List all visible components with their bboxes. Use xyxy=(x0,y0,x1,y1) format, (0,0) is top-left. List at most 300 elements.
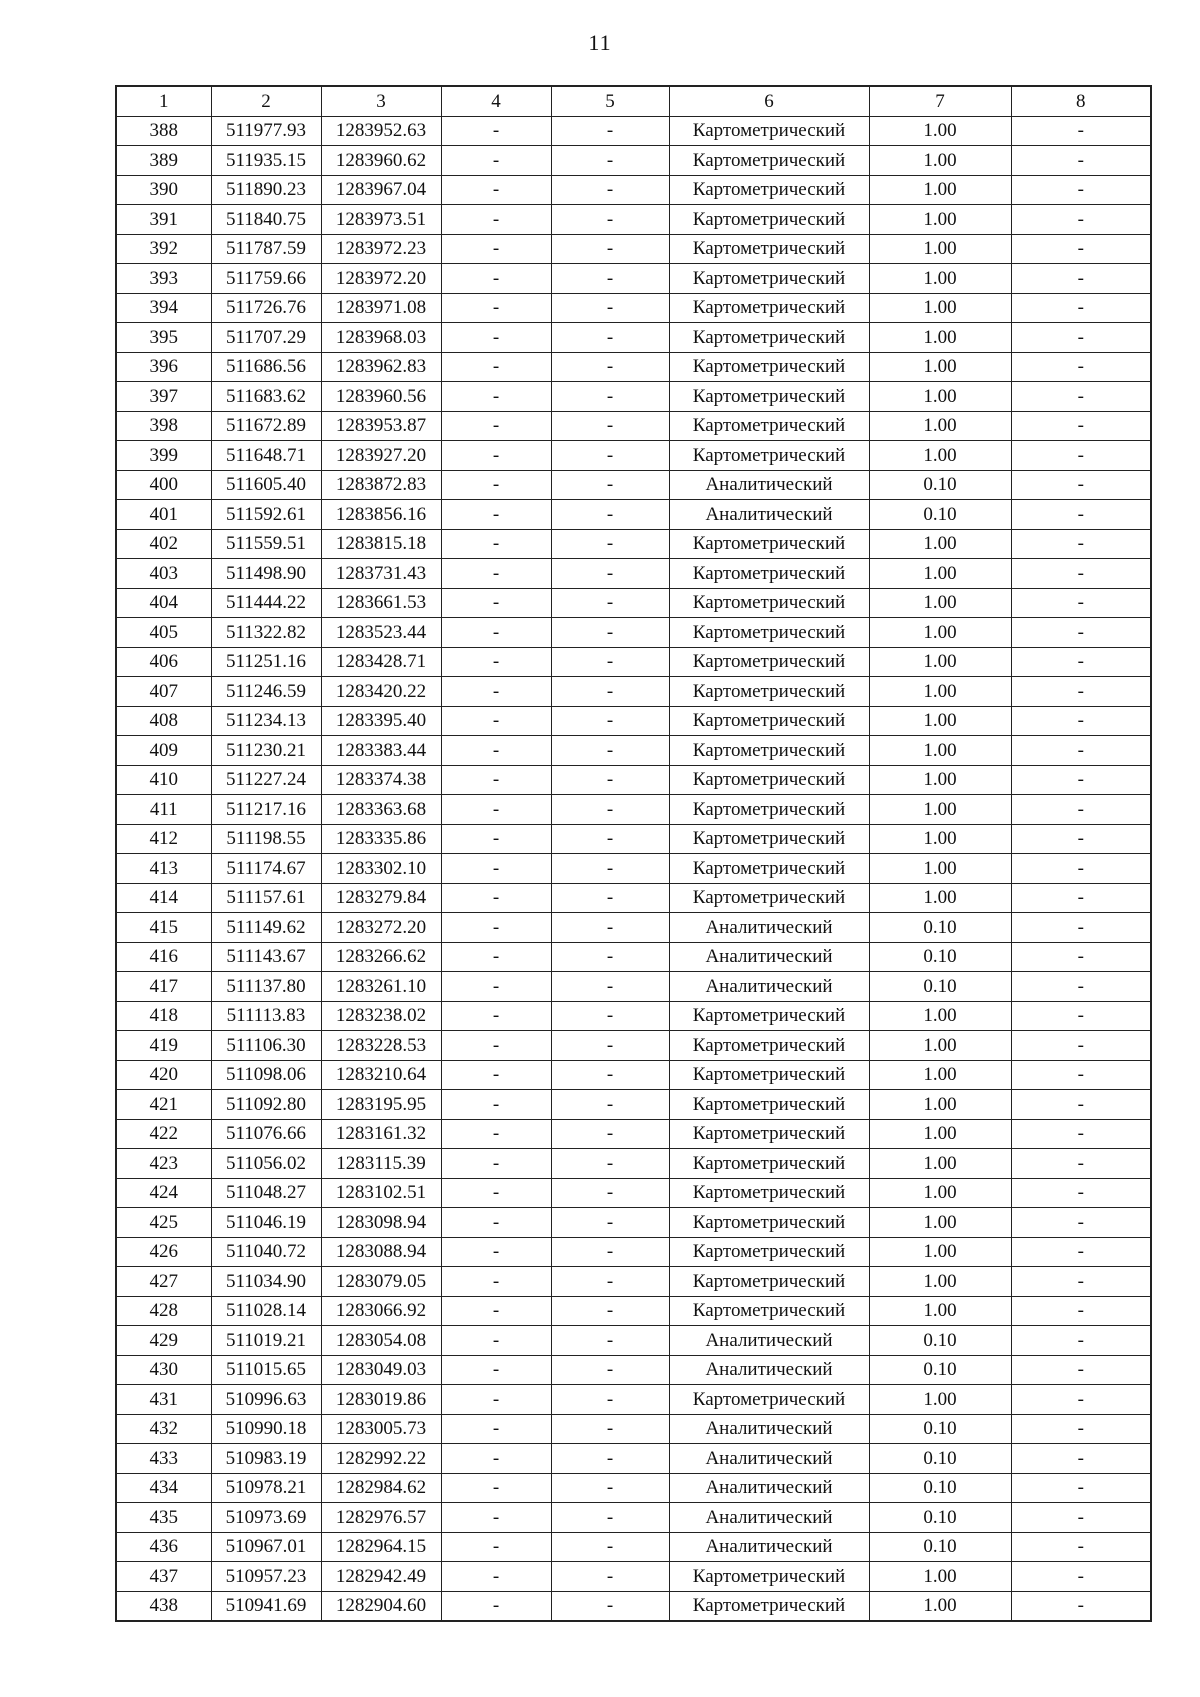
table-cell: 397 xyxy=(116,382,211,412)
table-cell: Картометрический xyxy=(669,618,869,648)
column-header: 8 xyxy=(1011,86,1151,116)
table-cell: - xyxy=(551,441,669,471)
table-cell: 1.00 xyxy=(869,441,1011,471)
table-cell: 425 xyxy=(116,1208,211,1238)
table-cell: 511683.62 xyxy=(211,382,321,412)
table-cell: 1.00 xyxy=(869,647,1011,677)
table-cell: - xyxy=(1011,1178,1151,1208)
table-cell: Картометрический xyxy=(669,529,869,559)
table-cell: 1.00 xyxy=(869,293,1011,323)
table-cell: Картометрический xyxy=(669,264,869,294)
table-cell: Картометрический xyxy=(669,647,869,677)
table-cell: 401 xyxy=(116,500,211,530)
table-cell: 511019.21 xyxy=(211,1326,321,1356)
table-cell: 511234.13 xyxy=(211,706,321,736)
table-cell: Картометрический xyxy=(669,559,869,589)
table-cell: - xyxy=(1011,529,1151,559)
table-cell: - xyxy=(551,706,669,736)
table-cell: - xyxy=(551,559,669,589)
table-row xyxy=(116,736,1151,766)
table-row xyxy=(116,116,1151,146)
table-cell: 1.00 xyxy=(869,1296,1011,1326)
table-cell: 431 xyxy=(116,1385,211,1415)
table-cell: 1.00 xyxy=(869,1208,1011,1238)
table-cell: 511106.30 xyxy=(211,1031,321,1061)
table-cell: 511977.93 xyxy=(211,116,321,146)
table-cell: 409 xyxy=(116,736,211,766)
table-cell: 410 xyxy=(116,765,211,795)
table-cell: 1283927.20 xyxy=(321,441,441,471)
table-row xyxy=(116,1503,1151,1533)
table-cell: - xyxy=(551,116,669,146)
table-cell: - xyxy=(441,1591,551,1621)
table-cell: 511149.62 xyxy=(211,913,321,943)
table-cell: Аналитический xyxy=(669,972,869,1002)
table-row xyxy=(116,588,1151,618)
column-header: 3 xyxy=(321,86,441,116)
table-cell: 411 xyxy=(116,795,211,825)
table-cell: 1283872.83 xyxy=(321,470,441,500)
table-cell: Картометрический xyxy=(669,234,869,264)
table-cell: - xyxy=(441,795,551,825)
table-cell: - xyxy=(441,175,551,205)
table-row xyxy=(116,913,1151,943)
table-cell: 1283731.43 xyxy=(321,559,441,589)
table-cell: Аналитический xyxy=(669,470,869,500)
table-cell: 437 xyxy=(116,1562,211,1592)
table-cell: - xyxy=(1011,1444,1151,1474)
table-cell: - xyxy=(1011,1355,1151,1385)
table-cell: - xyxy=(441,1562,551,1592)
table-cell: 511046.19 xyxy=(211,1208,321,1238)
table-cell: - xyxy=(1011,677,1151,707)
table-cell: 1283302.10 xyxy=(321,854,441,884)
table-cell: - xyxy=(1011,1149,1151,1179)
table-cell: - xyxy=(441,765,551,795)
table-cell: 392 xyxy=(116,234,211,264)
table-cell: 394 xyxy=(116,293,211,323)
table-cell: 418 xyxy=(116,1001,211,1031)
table-cell: 1282976.57 xyxy=(321,1503,441,1533)
table-row xyxy=(116,529,1151,559)
table-cell: Картометрический xyxy=(669,1591,869,1621)
table-row xyxy=(116,470,1151,500)
table-row xyxy=(116,1119,1151,1149)
table-cell: - xyxy=(1011,1119,1151,1149)
table-row xyxy=(116,264,1151,294)
table-cell: 511592.61 xyxy=(211,500,321,530)
table-cell: 0.10 xyxy=(869,913,1011,943)
table-cell: - xyxy=(551,205,669,235)
table-cell: 402 xyxy=(116,529,211,559)
table-cell: 0.10 xyxy=(869,942,1011,972)
table-cell: 1.00 xyxy=(869,588,1011,618)
table-cell: 1282942.49 xyxy=(321,1562,441,1592)
table-cell: - xyxy=(1011,588,1151,618)
table-cell: 510983.19 xyxy=(211,1444,321,1474)
table-body xyxy=(116,116,1151,1621)
table-cell: - xyxy=(441,1503,551,1533)
table-cell: Картометрический xyxy=(669,588,869,618)
table-cell: 1.00 xyxy=(869,234,1011,264)
table-cell: - xyxy=(1011,382,1151,412)
table-cell: - xyxy=(441,411,551,441)
table-row xyxy=(116,441,1151,471)
table-row xyxy=(116,1237,1151,1267)
table-cell: 0.10 xyxy=(869,1414,1011,1444)
table-cell: - xyxy=(551,1326,669,1356)
table-cell: - xyxy=(1011,795,1151,825)
table-cell: - xyxy=(551,1237,669,1267)
table-cell: Картометрический xyxy=(669,352,869,382)
table-cell: 400 xyxy=(116,470,211,500)
table-cell: 1283972.20 xyxy=(321,264,441,294)
table-row xyxy=(116,1001,1151,1031)
table-cell: 0.10 xyxy=(869,500,1011,530)
table-cell: - xyxy=(1011,470,1151,500)
table-row xyxy=(116,1267,1151,1297)
table-cell: - xyxy=(441,470,551,500)
table-cell: 511686.56 xyxy=(211,352,321,382)
table-cell: - xyxy=(551,854,669,884)
table-row xyxy=(116,618,1151,648)
table-cell: 1.00 xyxy=(869,116,1011,146)
table-cell: - xyxy=(551,795,669,825)
table-cell: 510957.23 xyxy=(211,1562,321,1592)
table-cell: - xyxy=(441,323,551,353)
table-cell: 1.00 xyxy=(869,1267,1011,1297)
table-cell: Картометрический xyxy=(669,1060,869,1090)
table-cell: - xyxy=(551,765,669,795)
table-cell: - xyxy=(441,1267,551,1297)
table-cell: 1.00 xyxy=(869,854,1011,884)
table-cell: 511726.76 xyxy=(211,293,321,323)
table-cell: - xyxy=(441,1296,551,1326)
table-cell: - xyxy=(441,647,551,677)
table-cell: - xyxy=(1011,146,1151,176)
table-row xyxy=(116,972,1151,1002)
table-cell: Аналитический xyxy=(669,913,869,943)
table-cell: - xyxy=(1011,175,1151,205)
table-cell: - xyxy=(1011,323,1151,353)
table-cell: 1.00 xyxy=(869,1060,1011,1090)
table-cell: - xyxy=(551,1296,669,1326)
table-cell: - xyxy=(441,883,551,913)
table-cell: 1283420.22 xyxy=(321,677,441,707)
table-cell: 416 xyxy=(116,942,211,972)
table-cell: - xyxy=(441,1178,551,1208)
table-cell: 1283395.40 xyxy=(321,706,441,736)
table-cell: - xyxy=(441,1385,551,1415)
table-cell: - xyxy=(1011,1385,1151,1415)
table-cell: - xyxy=(1011,647,1151,677)
table-cell: 417 xyxy=(116,972,211,1002)
table-row xyxy=(116,1532,1151,1562)
table-cell: 406 xyxy=(116,647,211,677)
table-row xyxy=(116,146,1151,176)
table-cell: 1.00 xyxy=(869,411,1011,441)
table-cell: 1283856.16 xyxy=(321,500,441,530)
table-cell: 405 xyxy=(116,618,211,648)
table-cell: Картометрический xyxy=(669,1149,869,1179)
table-cell: 429 xyxy=(116,1326,211,1356)
table-row xyxy=(116,1296,1151,1326)
table-cell: 510973.69 xyxy=(211,1503,321,1533)
table-cell: 1282992.22 xyxy=(321,1444,441,1474)
table-cell: - xyxy=(1011,1503,1151,1533)
table-cell: 1.00 xyxy=(869,1149,1011,1179)
table-cell: - xyxy=(551,972,669,1002)
table-cell: Картометрический xyxy=(669,795,869,825)
table-row xyxy=(116,854,1151,884)
table-row xyxy=(116,352,1151,382)
table-cell: - xyxy=(1011,824,1151,854)
table-cell: 510941.69 xyxy=(211,1591,321,1621)
table-cell: 1283272.20 xyxy=(321,913,441,943)
table-cell: 511092.80 xyxy=(211,1090,321,1120)
table-cell: 419 xyxy=(116,1031,211,1061)
table-cell: 1.00 xyxy=(869,1031,1011,1061)
table-cell: Картометрический xyxy=(669,854,869,884)
table-cell: - xyxy=(441,264,551,294)
table-cell: - xyxy=(441,352,551,382)
table-row xyxy=(116,205,1151,235)
table-cell: - xyxy=(551,352,669,382)
table-row xyxy=(116,1326,1151,1356)
table-cell: 1.00 xyxy=(869,352,1011,382)
table-cell: 1.00 xyxy=(869,205,1011,235)
table-cell: 510996.63 xyxy=(211,1385,321,1415)
table-cell: 1283968.03 xyxy=(321,323,441,353)
table-cell: 1282984.62 xyxy=(321,1473,441,1503)
table-cell: 511217.16 xyxy=(211,795,321,825)
table-cell: Картометрический xyxy=(669,1385,869,1415)
table-cell: - xyxy=(1011,1591,1151,1621)
table-cell: - xyxy=(441,1031,551,1061)
table-cell: Картометрический xyxy=(669,205,869,235)
table-cell: - xyxy=(1011,411,1151,441)
table-row xyxy=(116,1473,1151,1503)
table-cell: 1283261.10 xyxy=(321,972,441,1002)
table-cell: 1.00 xyxy=(869,1562,1011,1592)
table-cell: 1283952.63 xyxy=(321,116,441,146)
table-cell: 1.00 xyxy=(869,1591,1011,1621)
table-cell: - xyxy=(551,883,669,913)
table-cell: - xyxy=(1011,706,1151,736)
table-cell: - xyxy=(441,1090,551,1120)
table-cell: - xyxy=(441,677,551,707)
table-cell: 1283266.62 xyxy=(321,942,441,972)
table-cell: 1283005.73 xyxy=(321,1414,441,1444)
table-cell: 398 xyxy=(116,411,211,441)
table-row xyxy=(116,411,1151,441)
table-cell: 1283973.51 xyxy=(321,205,441,235)
table-cell: - xyxy=(441,382,551,412)
table-cell: 435 xyxy=(116,1503,211,1533)
table-cell: - xyxy=(551,500,669,530)
table-cell: - xyxy=(441,1414,551,1444)
table-cell: Картометрический xyxy=(669,883,869,913)
table-cell: - xyxy=(441,500,551,530)
table-cell: 1.00 xyxy=(869,883,1011,913)
table-row xyxy=(116,382,1151,412)
page-number: 11 xyxy=(588,30,612,55)
table-cell: - xyxy=(441,1355,551,1385)
table-cell: 1.00 xyxy=(869,1090,1011,1120)
table-row xyxy=(116,883,1151,913)
table-cell: Аналитический xyxy=(669,1414,869,1444)
table-cell: - xyxy=(441,854,551,884)
table-cell: - xyxy=(551,323,669,353)
table-cell: Картометрический xyxy=(669,382,869,412)
table-cell: 421 xyxy=(116,1090,211,1120)
table-cell: 1283335.86 xyxy=(321,824,441,854)
table-cell: 1283960.56 xyxy=(321,382,441,412)
table-cell: 404 xyxy=(116,588,211,618)
table-cell: 0.10 xyxy=(869,1326,1011,1356)
table-cell: 434 xyxy=(116,1473,211,1503)
table-cell: 511076.66 xyxy=(211,1119,321,1149)
table-cell: 511648.71 xyxy=(211,441,321,471)
table-cell: Картометрический xyxy=(669,1296,869,1326)
table-cell: 0.10 xyxy=(869,1473,1011,1503)
table-row xyxy=(116,559,1151,589)
table-cell: 1283066.92 xyxy=(321,1296,441,1326)
table-cell: 1283523.44 xyxy=(321,618,441,648)
table-cell: 433 xyxy=(116,1444,211,1474)
table-row xyxy=(116,942,1151,972)
table-cell: - xyxy=(1011,736,1151,766)
table-row xyxy=(116,795,1151,825)
table-row xyxy=(116,765,1151,795)
table-cell: 511137.80 xyxy=(211,972,321,1002)
table-cell: 0.10 xyxy=(869,1503,1011,1533)
table-row xyxy=(116,1178,1151,1208)
table-cell: 1.00 xyxy=(869,706,1011,736)
table-cell: - xyxy=(1011,293,1151,323)
table-cell: 511048.27 xyxy=(211,1178,321,1208)
table-cell: Картометрический xyxy=(669,1178,869,1208)
table-cell: - xyxy=(551,677,669,707)
table-cell: 511098.06 xyxy=(211,1060,321,1090)
table-cell: - xyxy=(551,736,669,766)
table-cell: - xyxy=(551,1119,669,1149)
table-cell: 511251.16 xyxy=(211,647,321,677)
table-row xyxy=(116,647,1151,677)
table-cell: 408 xyxy=(116,706,211,736)
table-cell: 511113.83 xyxy=(211,1001,321,1031)
table-cell: - xyxy=(1011,1001,1151,1031)
table-cell: Картометрический xyxy=(669,323,869,353)
table-cell: - xyxy=(441,1532,551,1562)
table-cell: - xyxy=(441,1208,551,1238)
table-cell: - xyxy=(1011,1473,1151,1503)
table-cell: - xyxy=(551,1444,669,1474)
table-cell: - xyxy=(551,1473,669,1503)
table-cell: - xyxy=(551,1001,669,1031)
table-cell: 511040.72 xyxy=(211,1237,321,1267)
table-cell: 1.00 xyxy=(869,559,1011,589)
table-cell: 1.00 xyxy=(869,618,1011,648)
table-cell: - xyxy=(551,529,669,559)
column-header: 5 xyxy=(551,86,669,116)
table-cell: 1283161.32 xyxy=(321,1119,441,1149)
table-cell: 407 xyxy=(116,677,211,707)
table-cell: - xyxy=(1011,1532,1151,1562)
table-cell: 510990.18 xyxy=(211,1414,321,1444)
table-cell: 1283279.84 xyxy=(321,883,441,913)
table-cell: 1.00 xyxy=(869,1001,1011,1031)
table-cell: 511230.21 xyxy=(211,736,321,766)
table-row xyxy=(116,1414,1151,1444)
table-cell: Картометрический xyxy=(669,824,869,854)
table-cell: 1.00 xyxy=(869,175,1011,205)
table-cell: 511227.24 xyxy=(211,765,321,795)
table-cell: - xyxy=(551,618,669,648)
table-cell: - xyxy=(551,1208,669,1238)
table-cell: 1.00 xyxy=(869,146,1011,176)
table-cell: 1283967.04 xyxy=(321,175,441,205)
table-cell: 511034.90 xyxy=(211,1267,321,1297)
table-cell: - xyxy=(441,205,551,235)
table-cell: 511559.51 xyxy=(211,529,321,559)
table-cell: 0.10 xyxy=(869,470,1011,500)
table-cell: 413 xyxy=(116,854,211,884)
table-cell: 511015.65 xyxy=(211,1355,321,1385)
table-cell: Картометрический xyxy=(669,1119,869,1149)
table-cell: - xyxy=(1011,1237,1151,1267)
column-header: 4 xyxy=(441,86,551,116)
table-cell: 511056.02 xyxy=(211,1149,321,1179)
table-cell: 511498.90 xyxy=(211,559,321,589)
table-cell: 1283054.08 xyxy=(321,1326,441,1356)
table-cell: 1283115.39 xyxy=(321,1149,441,1179)
table-row xyxy=(116,293,1151,323)
table-cell: - xyxy=(551,1090,669,1120)
table-cell: 0.10 xyxy=(869,1532,1011,1562)
table-cell: 415 xyxy=(116,913,211,943)
table-cell: 1.00 xyxy=(869,1178,1011,1208)
table-cell: Аналитический xyxy=(669,500,869,530)
table-cell: - xyxy=(1011,559,1151,589)
table-cell: 1283228.53 xyxy=(321,1031,441,1061)
table-cell: 393 xyxy=(116,264,211,294)
table-cell: Картометрический xyxy=(669,293,869,323)
table-cell: 1.00 xyxy=(869,765,1011,795)
table-cell: 1283383.44 xyxy=(321,736,441,766)
table-cell: - xyxy=(441,1237,551,1267)
column-header: 6 xyxy=(669,86,869,116)
table-cell: 426 xyxy=(116,1237,211,1267)
table-cell: 438 xyxy=(116,1591,211,1621)
table-cell: 0.10 xyxy=(869,972,1011,1002)
table-row xyxy=(116,677,1151,707)
table-cell: 1283049.03 xyxy=(321,1355,441,1385)
table-cell: Аналитический xyxy=(669,1473,869,1503)
table-cell: 432 xyxy=(116,1414,211,1444)
table-cell: - xyxy=(551,1414,669,1444)
table-cell: - xyxy=(551,264,669,294)
table-cell: 436 xyxy=(116,1532,211,1562)
table-cell: 510978.21 xyxy=(211,1473,321,1503)
table-cell: 1283210.64 xyxy=(321,1060,441,1090)
table-cell: - xyxy=(551,382,669,412)
table-cell: 430 xyxy=(116,1355,211,1385)
table-cell: 412 xyxy=(116,824,211,854)
table-cell: - xyxy=(441,146,551,176)
table-cell: 1.00 xyxy=(869,323,1011,353)
table-cell: 403 xyxy=(116,559,211,589)
